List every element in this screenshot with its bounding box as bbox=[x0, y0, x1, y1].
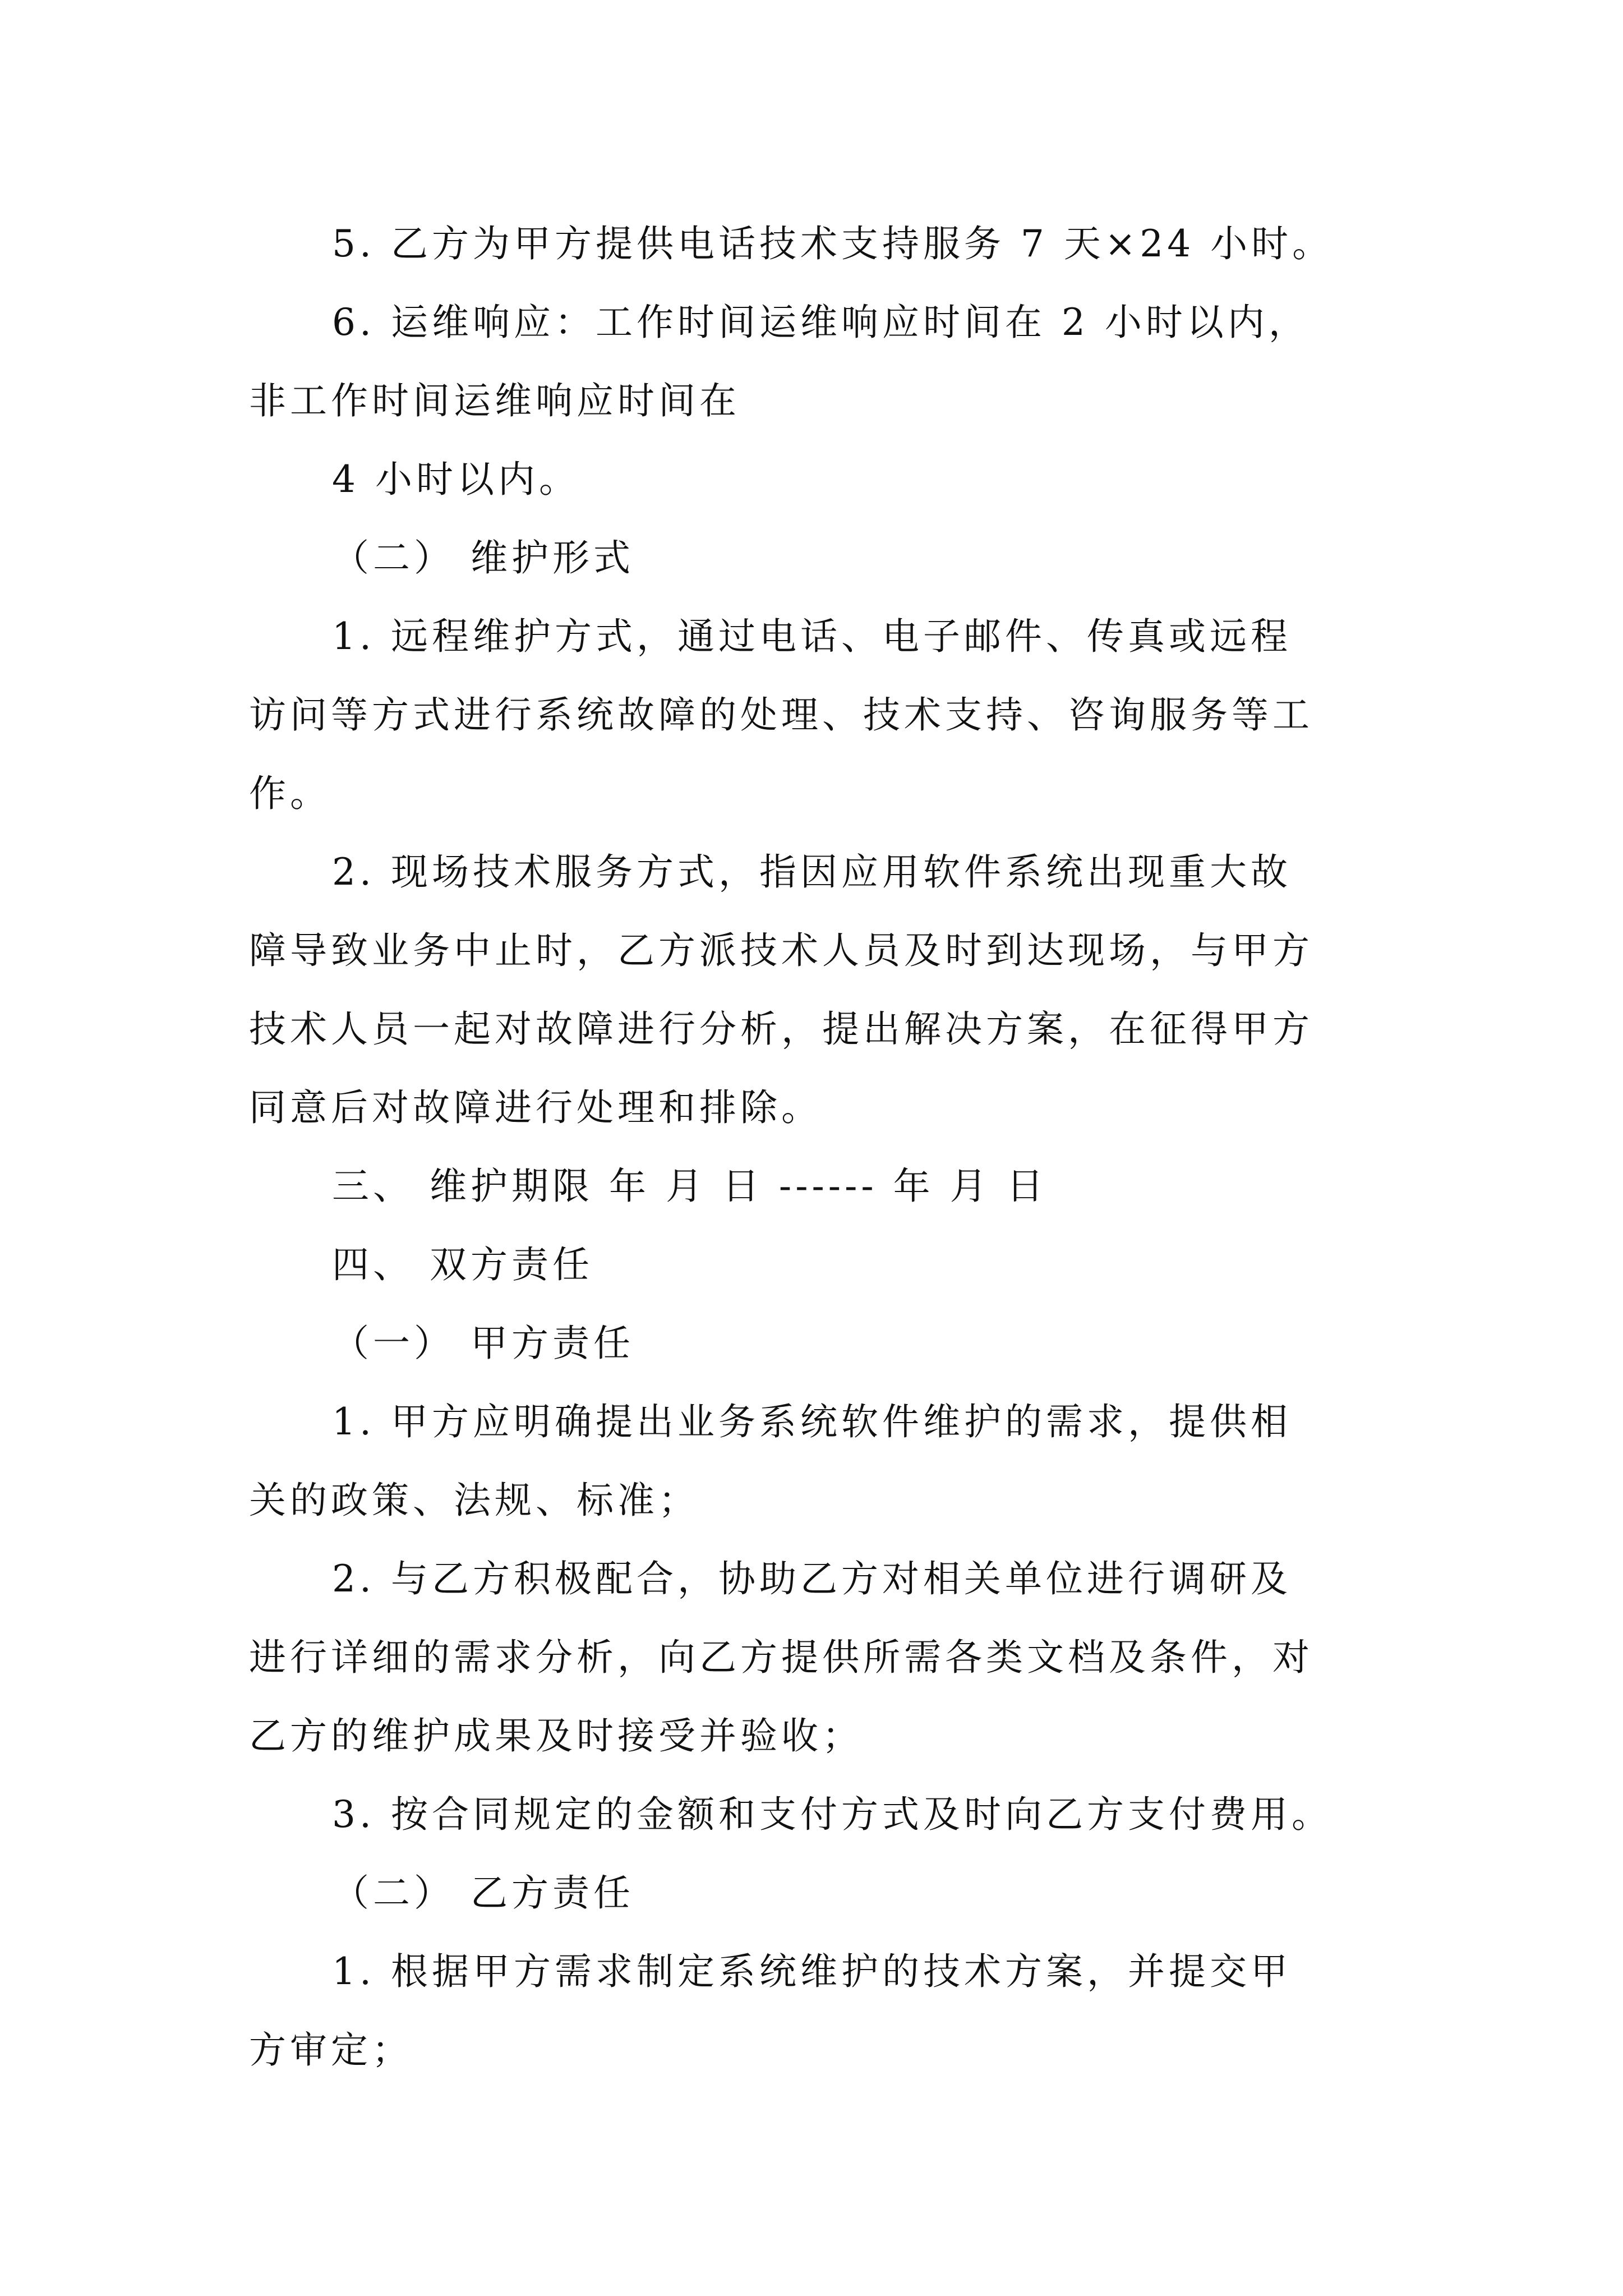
section-heading: 四、 双方责任 bbox=[332, 1243, 593, 1286]
paragraph-line: 2. 与乙方积极配合，协助乙方对相关单位进行调研及 bbox=[332, 1557, 1292, 1600]
paragraph-line: 1. 甲方应明确提出业务系统软件维护的需求，提供相 bbox=[332, 1400, 1292, 1443]
paragraph-line: 访问等方式进行系统故障的处理、技术支持、咨询服务等工 bbox=[249, 693, 1313, 737]
paragraph-line: 4 小时以内。 bbox=[332, 458, 580, 501]
paragraph-line: 关的政策、法规、标准； bbox=[249, 1479, 699, 1522]
paragraph-line: 1. 远程维护方式，通过电话、电子邮件、传真或远程 bbox=[332, 615, 1292, 658]
paragraph-line: 技术人员一起对故障进行分析，提出解决方案，在征得甲方 bbox=[249, 1007, 1313, 1051]
paragraph-line: 1. 根据甲方需求制定系统维护的技术方案，并提交甲 bbox=[332, 1950, 1292, 1993]
section-heading: （二） 乙方责任 bbox=[332, 1871, 634, 1915]
paragraph-line: 作。 bbox=[249, 772, 331, 815]
paragraph-line: 6. 运维响应：工作时间运维响应时间在 2 小时以内， bbox=[332, 301, 1310, 344]
paragraph-line: 5. 乙方为甲方提供电话技术支持服务 7 天×24 小时。 bbox=[332, 222, 1334, 265]
section-heading: （二） 维护形式 bbox=[332, 536, 634, 579]
paragraph-line: 方审定； bbox=[249, 2028, 413, 2072]
paragraph-line: 3. 按合同规定的金额和支付方式及时向乙方支付费用。 bbox=[332, 1793, 1332, 1836]
section-heading: （一） 甲方责任 bbox=[332, 1322, 634, 1365]
paragraph-line: 障导致业务中止时，乙方派技术人员及时到达现场，与甲方 bbox=[249, 929, 1313, 972]
paragraph-line: 进行详细的需求分析，向乙方提供所需各类文档及条件，对 bbox=[249, 1636, 1313, 1679]
paragraph-line: 2. 现场技术服务方式，指因应用软件系统出现重大故 bbox=[332, 850, 1292, 894]
paragraph-line: 乙方的维护成果及时接受并验收； bbox=[249, 1714, 863, 1757]
paragraph-line: 同意后对故障进行处理和排除。 bbox=[249, 1086, 822, 1129]
paragraph-line: 非工作时间运维响应时间在 bbox=[249, 379, 740, 422]
section-heading: 三、 维护期限 年 月 日 ------ 年 月 日 bbox=[332, 1165, 1048, 1208]
